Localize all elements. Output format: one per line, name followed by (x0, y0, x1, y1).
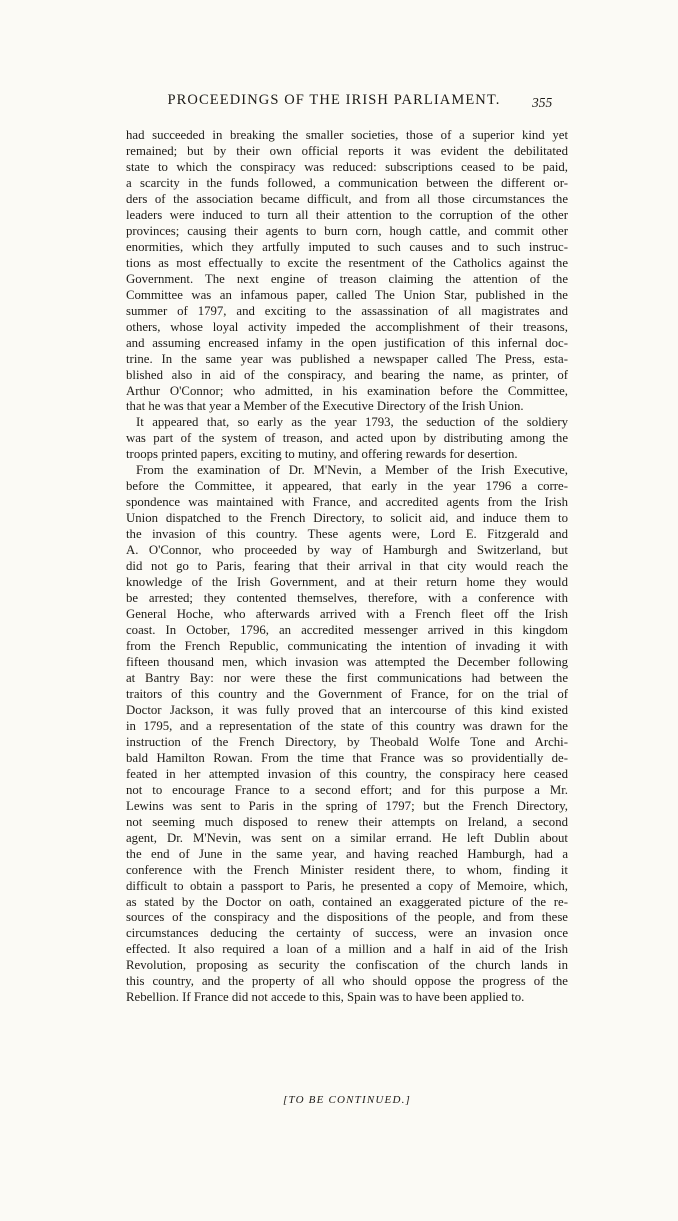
text-line: circumstances deducing the certainty of success, were an invasion once (126, 926, 568, 941)
text-line: ders of the association became difficult, and from all those circumstances the (126, 191, 568, 206)
text-line: instruction of the French Directory, by Theobald Wolfe Tone and Archi- (126, 734, 568, 749)
text-line: Rebellion. If France did not accede to this, Spain was to have been applied to. (126, 990, 525, 1005)
text-line: tions as most effectually to excite the resentment of the Catholics against the (126, 255, 568, 270)
text-line: be arrested; they contented themselves, therefore, with a conference with (126, 591, 568, 606)
text-line: the invasion of this country. These agents were, Lord E. Fitzgerald and (126, 527, 568, 542)
text-line: provinces; causing their agents to burn corn, hough cattle, and commit other (126, 223, 568, 238)
text-line: Union dispatched to the French Directory, to solicit aid, and induce them to (126, 511, 568, 526)
text-line: summer of 1797, and exciting to the assassination of all magistrates and (126, 303, 568, 318)
text-line: knowledge of the Irish Government, and at their return home they would (126, 575, 568, 590)
text-line: before the Committee, it appeared, that early in the year 1796 a corre- (126, 479, 568, 494)
text-line: General Hoche, who afterwards arrived with a French fleet off the Irish (126, 607, 568, 622)
text-line: remained; but by their own official reports it was evident the debilitated (126, 143, 568, 158)
running-title: PROCEEDINGS OF THE IRISH PARLIAMENT. (167, 92, 501, 108)
text-line: blished also in aid of the conspiracy, and bearing the name, as printer, of (126, 367, 568, 382)
text-line: coast. In October, 1796, an accredited messenger arrived in this kingdom (126, 623, 568, 638)
text-line: enormities, which they artfully imputed to such causes and to such instruc- (126, 239, 568, 254)
text-line: the end of June in the same year, and having reached Hamburgh, had a (126, 846, 568, 861)
text-line: leaders were induced to turn all their attention to the corruption of the other (126, 207, 568, 222)
text-line: was part of the system of treason, and acted upon by distributing among the (126, 431, 568, 446)
text-line: Revolution, proposing as security the confiscation of the church lands in (126, 958, 568, 973)
text-line: fifteen thousand men, which invasion was attempted the December following (126, 654, 568, 669)
text-line: not seeming much disposed to renew their attempts on Ireland, a second (126, 814, 568, 829)
text-line: sources of the conspiracy and the dispositions of the people, and from these (126, 910, 568, 925)
text-line: not to encourage France to a second effort; and for this purpose a Mr. (126, 782, 568, 797)
text-line: Government. The next engine of treason claiming the attention of the (126, 271, 568, 286)
text-line: in 1795, and a representation of the state of this country was drawn for the (126, 718, 568, 733)
text-line: this country, and the property of all who should oppose the progress of the (126, 974, 568, 989)
text-line: Arthur O'Connor; who admitted, in his examination before the Committee, (126, 383, 568, 398)
text-line: bald Hamilton Rowan. From the time that France was so providentially de- (126, 750, 568, 765)
text-line: feated in her attempted invasion of this country, the conspiracy here ceased (126, 766, 568, 781)
text-line: did not go to Paris, fearing that their arrival in that city would reach the (126, 559, 568, 574)
text-line: effected. It also required a loan of a million and a half in aid of the Irish (126, 942, 568, 957)
text-line: From the examination of Dr. M'Nevin, a Member of the Irish Executive, (136, 463, 568, 478)
text-line: that he was that year a Member of the Executive Directory of the Irish Union. (126, 399, 524, 414)
text-line: as stated by the Doctor on oath, contained an exaggerated picture of the re- (126, 894, 568, 909)
body-text (126, 128, 568, 1006)
text-line: troops printed papers, exciting to mutiny, and offering rewards for desertion. (126, 447, 518, 462)
text-line: state to which the conspiracy was reduced: subscriptions ceased to be paid, (126, 159, 568, 174)
text-line: A. O'Connor, who proceeded by way of Hamburgh and Switzerland, but (126, 543, 568, 558)
text-line: Lewins was sent to Paris in the spring of 1797; but the French Directory, (126, 798, 568, 813)
text-line: from the French Republic, communicating the intention of invading it with (126, 639, 568, 653)
text-line: had succeeded in breaking the smaller societies, those of a superior kind yet (126, 128, 568, 142)
text-line: at Bantry Bay: nor were these the first communications had between the (126, 670, 568, 685)
text-line: agent, Dr. M'Nevin, was sent on a similar errand. He left Dublin about (126, 830, 568, 845)
text-line: It appeared that, so early as the year 1793, the seduction of the soldiery (136, 415, 568, 430)
text-line: a scarcity in the funds followed, a communication between the different or- (126, 175, 568, 190)
text-line: traitors of this country and the Government of France, for on the trial of (126, 686, 568, 701)
text-line: spondence was maintained with France, and accredited agents from the Irish (126, 495, 568, 510)
text-line: and assuming encreased infamy in the open justification of this infernal doc- (126, 335, 568, 350)
to-be-continued-note: [TO BE CONTINUED.] (282, 1094, 412, 1106)
text-line: Doctor Jackson, it was fully proved that an intercourse of this kind existed (126, 702, 568, 717)
text-line: others, whose loyal activity impeded the accomplishment of their treasons, (126, 319, 568, 334)
page-number: 355 (532, 95, 553, 110)
text-line: conference with the French Minister resident there, to whom, finding it (126, 862, 568, 877)
text-line: difficult to obtain a passport to Paris, he presented a copy of Memoire, which, (126, 878, 568, 893)
text-line: Committee was an infamous paper, called The Union Star, published in the (126, 287, 568, 302)
text-line: trine. In the same year was published a newspaper called The Press, esta- (126, 351, 568, 366)
